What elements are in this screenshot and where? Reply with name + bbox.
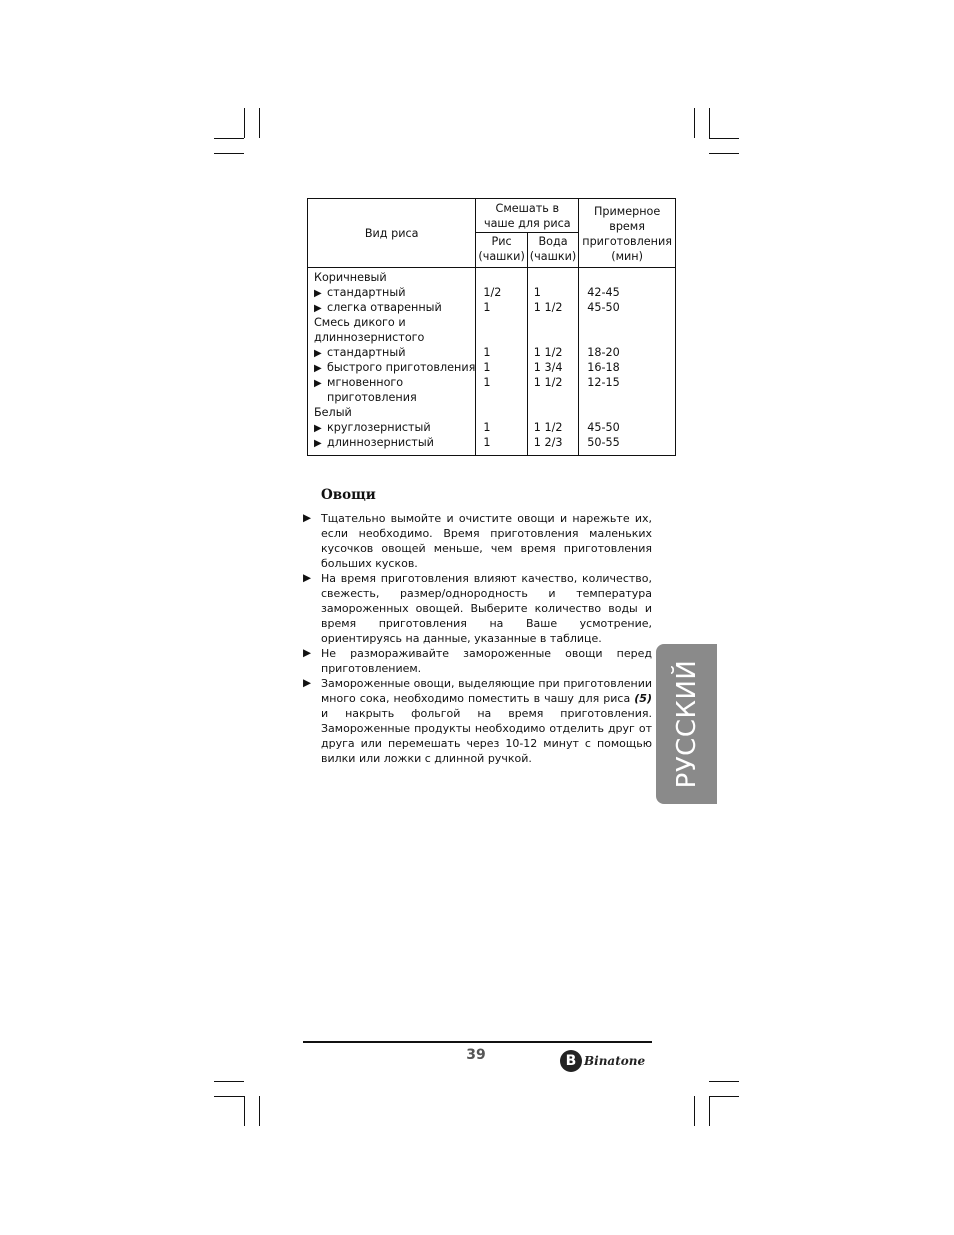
crop-mark [694, 1096, 695, 1126]
triangle-bullet-icon: ▶ [303, 512, 312, 524]
page-number: 39 [466, 1047, 486, 1063]
crop-mark [694, 108, 695, 138]
rice-cups-cell [483, 390, 526, 405]
water-cups-cell [534, 405, 578, 420]
rice-cups-cell: 1 [483, 376, 491, 389]
rice-type-cell: ▶ стандартный [314, 286, 406, 299]
water-cups-cell: 1 1/2 [533, 301, 563, 314]
triangle-bullet-icon: ▶ [303, 572, 312, 584]
rice-cups-cell: 1 [483, 361, 491, 374]
crop-mark [709, 108, 710, 138]
water-cups-cell: 1 1/2 [533, 346, 563, 359]
cook-time-cell: 42-45 [587, 286, 620, 299]
cook-time-cell: 12-15 [587, 376, 620, 389]
water-cups-cell: 1 [533, 286, 541, 299]
water-cups-cell: 1 1/2 [533, 376, 563, 389]
cook-time-cell [587, 330, 675, 345]
rice-type-cell: ▶ круглозернистый [314, 421, 431, 434]
rice-type-cell: ▶ длиннозернистый [314, 436, 434, 449]
column-rice-type [308, 268, 476, 456]
rice-cups-cell [483, 330, 526, 345]
rice-type-cell: Смесь дикого и [314, 316, 406, 329]
water-cups-cell: 1 1/2 [533, 421, 563, 434]
cook-time-cell: 50-55 [587, 436, 620, 449]
footer-rule [303, 1041, 652, 1043]
header-mix-in-bowl: Смешать в чаше для риса [476, 199, 579, 233]
triangle-bullet-icon: ▶ [303, 647, 312, 659]
crop-mark [259, 108, 260, 138]
cook-time-cell [587, 390, 675, 405]
rice-cups-cell: 1 [483, 421, 491, 434]
water-cups-cell: 1 2/3 [533, 436, 563, 449]
crop-mark [259, 1096, 260, 1126]
rice-type-cell: длиннозернистого [314, 331, 425, 344]
triangle-bullet-icon: ▶ [314, 288, 322, 299]
crop-mark [244, 108, 245, 138]
crop-mark [214, 1081, 244, 1082]
rice-cups-cell [483, 315, 526, 330]
rice-cups-cell: 1/2 [483, 286, 502, 299]
rice-table [307, 198, 676, 456]
water-cups-cell [534, 330, 578, 345]
instruction-text: На время приготовления влияют качество, количество, свежесть, размер/однородность и температура замороженных овощей. Выберите количество воды и время приготовления на Ваше усмотрение, ориентируясь на данные, указанные в таблице. [321, 572, 652, 645]
crop-mark [214, 153, 244, 154]
column-water-cups [527, 268, 578, 456]
instruction-item [303, 646, 652, 676]
brand-logo [560, 1048, 645, 1074]
crop-mark [709, 153, 739, 154]
rice-cups-cell [483, 405, 526, 420]
crop-mark [214, 1096, 244, 1097]
rice-type-cell: ▶ слегка отваренный [314, 301, 442, 314]
rice-type-cell: Белый [314, 406, 352, 419]
instruction-text: Не размораживайте замороженные овощи перед приготовлением. [321, 647, 652, 675]
triangle-bullet-icon: ▶ [314, 378, 322, 389]
water-cups-cell [534, 315, 578, 330]
header-rice-cups: Рис (чашки) [476, 233, 527, 268]
binatone-logo-icon: B [560, 1050, 582, 1072]
instruction-item [303, 676, 652, 766]
triangle-bullet-icon: ▶ [314, 423, 322, 434]
rice-type-cell: ▶ быстрого приготовления [314, 361, 476, 374]
water-cups-cell [534, 270, 578, 285]
rice-type-cell: приготовления [327, 391, 417, 404]
section-title: Овощи [321, 487, 376, 503]
cook-time-cell: 18-20 [587, 346, 620, 359]
brand-name: Binatone [584, 1054, 646, 1068]
rice-cups-cell: 1 [483, 301, 491, 314]
column-cook-time [579, 268, 676, 456]
header-water-cups: Вода (чашки) [527, 233, 578, 268]
crop-mark [709, 1081, 739, 1082]
triangle-bullet-icon: ▶ [314, 438, 322, 449]
triangle-bullet-icon: ▶ [314, 303, 322, 314]
triangle-bullet-icon: ▶ [314, 348, 322, 359]
rice-cups-cell: 1 [483, 346, 491, 359]
rice-cups-cell: 1 [483, 436, 491, 449]
instruction-item [303, 571, 652, 646]
header-cook-time: Примерное время приготовления (мин) [579, 199, 676, 268]
header-rice-type: Вид риса [308, 199, 476, 268]
crop-mark [709, 1096, 710, 1126]
language-tab-label: РУССКИЙ [671, 659, 702, 789]
triangle-bullet-icon: ▶ [303, 677, 312, 689]
cook-time-cell [587, 315, 675, 330]
instruction-item [303, 511, 652, 571]
cook-time-cell [587, 270, 675, 285]
rice-cups-cell [483, 270, 526, 285]
rice-type-cell: ▶ мгновенного [314, 376, 404, 389]
language-tab [656, 644, 717, 804]
water-cups-cell: 1 3/4 [533, 361, 563, 374]
cook-time-cell: 45-50 [587, 301, 620, 314]
instruction-text: Замороженные овощи, выделяющие при приготовлении много сока, необходимо поместить в чашу для риса (5) и накрыть фольгой на время приготовления. Замороженные продукты необходимо отделить друг от друга или перемешать через 10-12 минут с помощью вилки или ложки с длинной ручкой. [321, 677, 652, 765]
rice-type-cell: Коричневый [314, 271, 387, 284]
rice-type-cell: ▶ стандартный [314, 346, 406, 359]
crop-mark [244, 1096, 245, 1126]
crop-mark [709, 138, 739, 139]
crop-mark [214, 138, 244, 139]
part-reference: (5) [634, 692, 652, 705]
triangle-bullet-icon: ▶ [314, 363, 322, 374]
instruction-text: Тщательно вымойте и очистите овощи и нарежьте их, если необходимо. Время приготовления маленьких кусочков овощей меньше, чем время приготовления больших кусков. [321, 512, 652, 570]
cook-time-cell: 45-50 [587, 421, 620, 434]
cook-time-cell [587, 405, 675, 420]
column-rice-cups [476, 268, 527, 456]
water-cups-cell [534, 390, 578, 405]
crop-mark [709, 1096, 739, 1097]
instruction-list [303, 511, 652, 766]
cook-time-cell: 16-18 [587, 361, 620, 374]
